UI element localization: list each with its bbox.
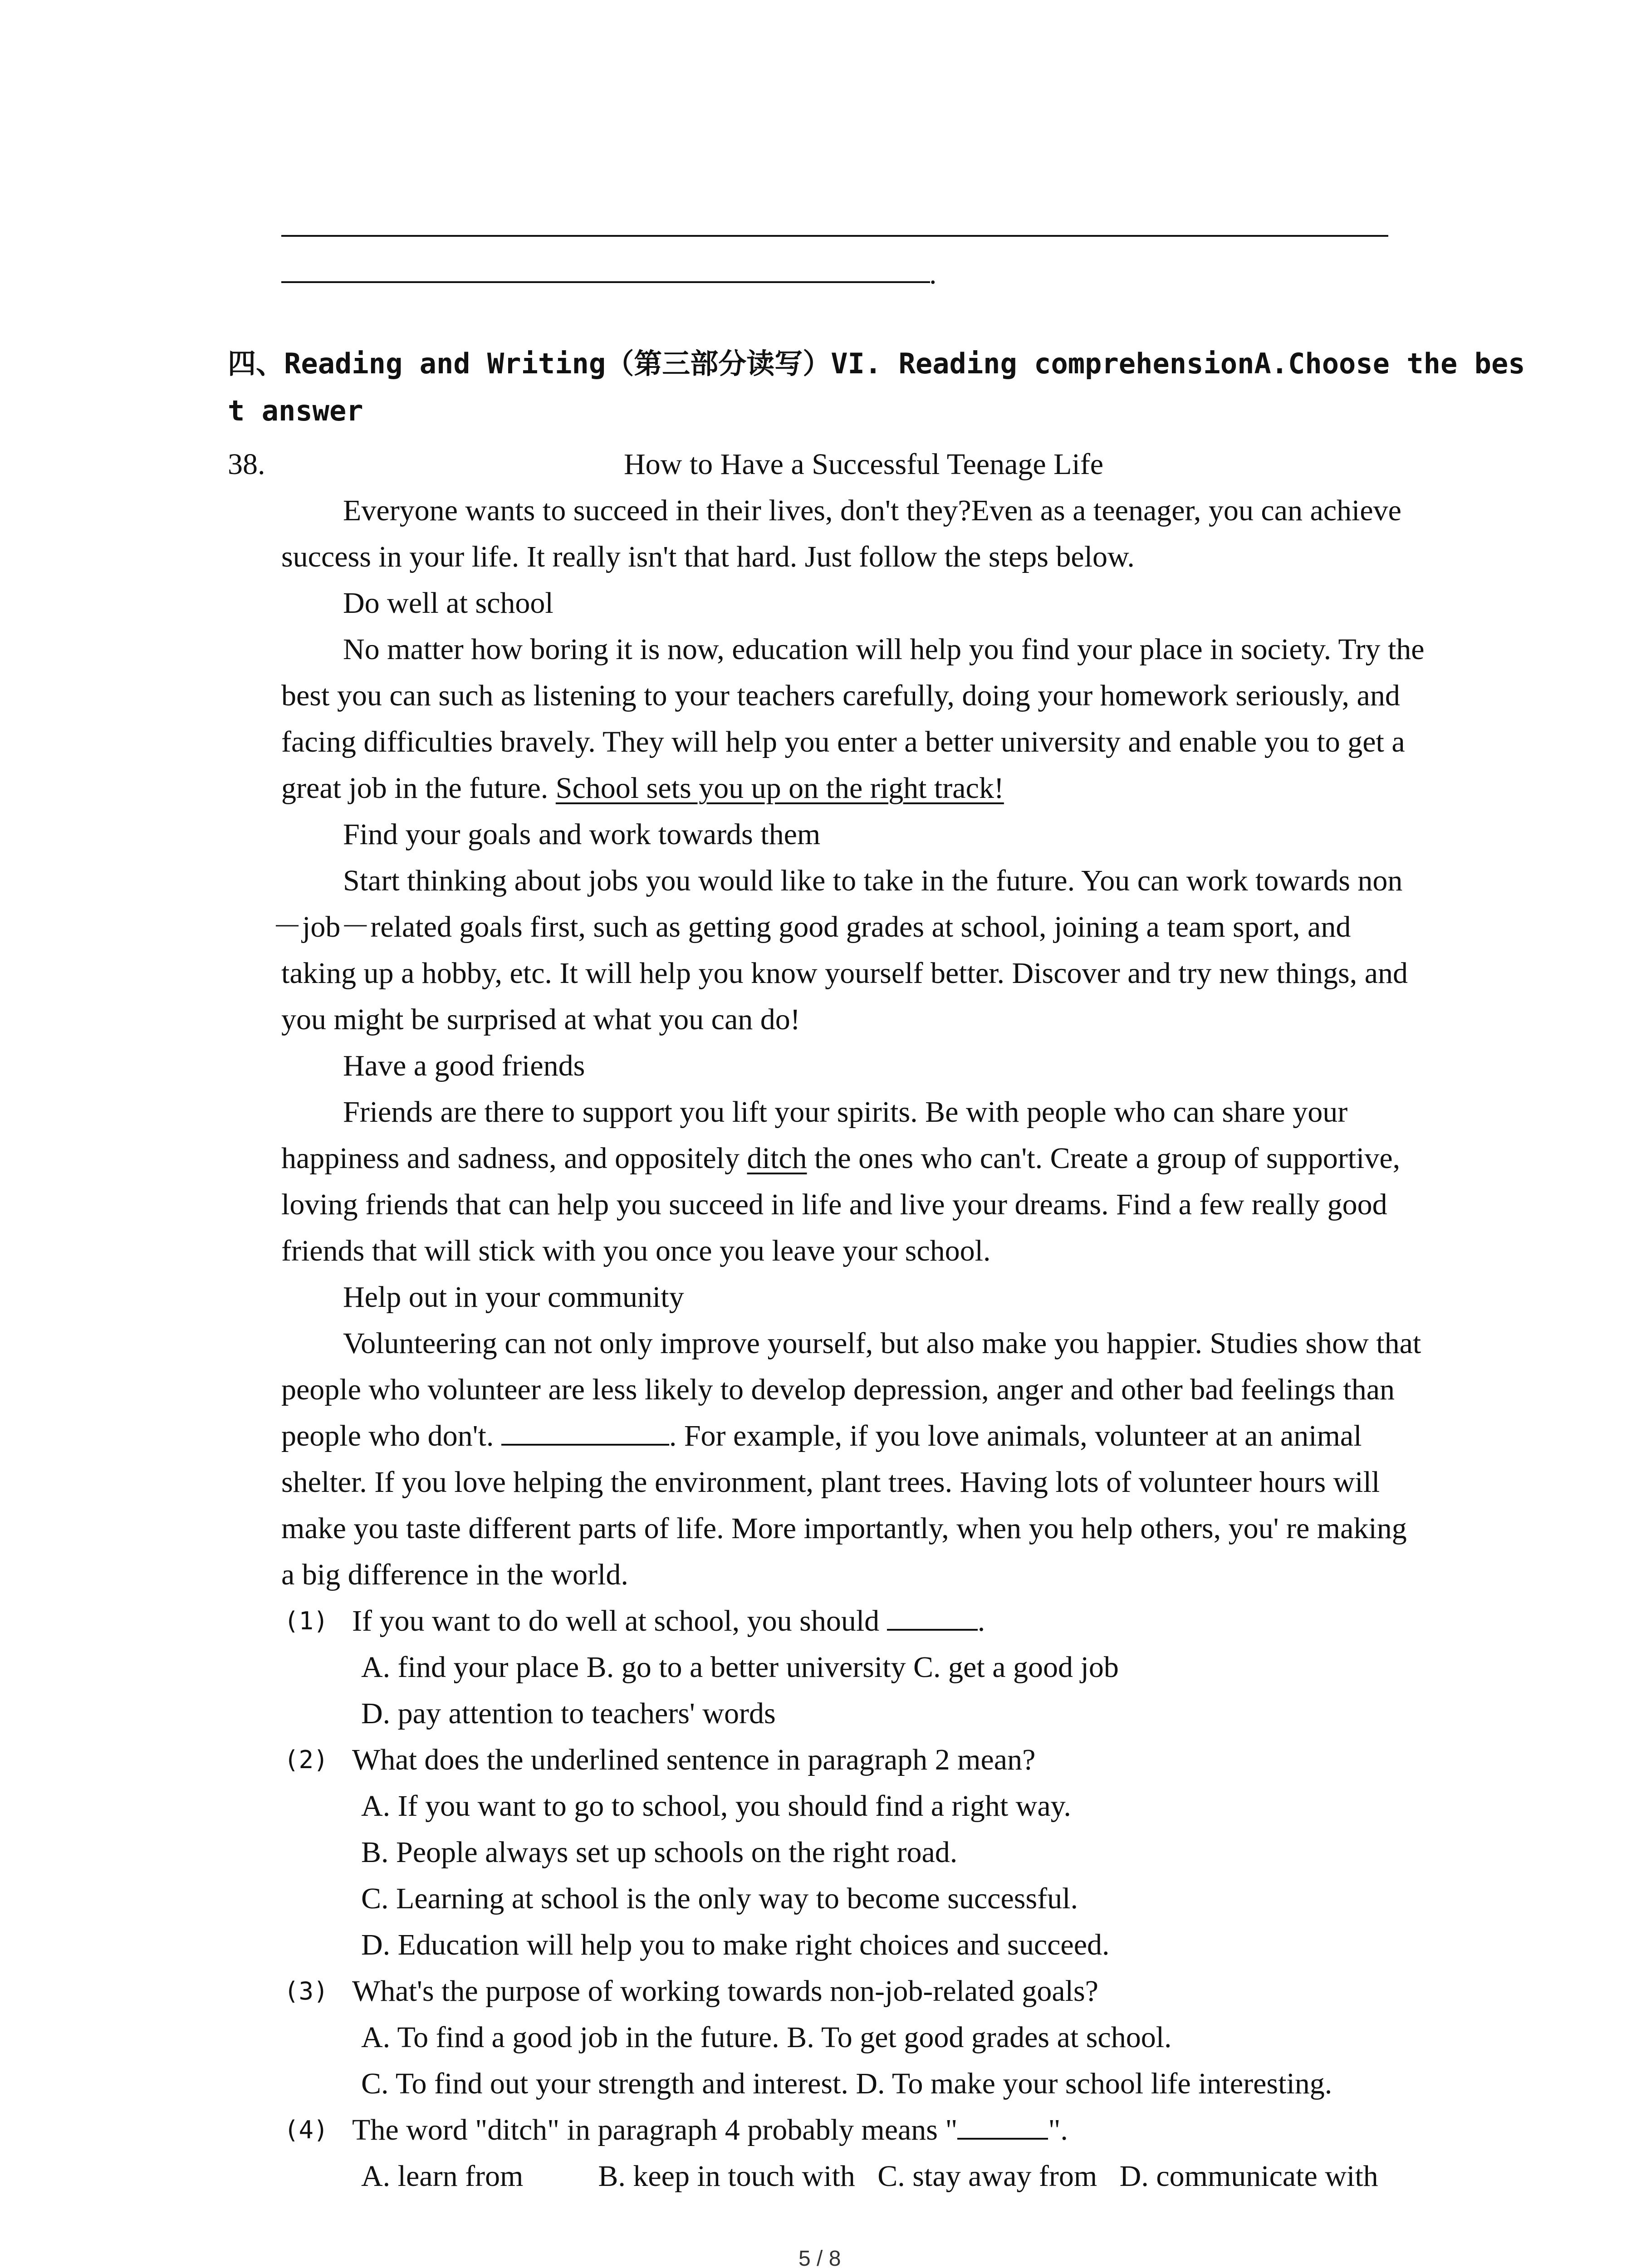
paragraph-4-line-3: [281, 1413, 1362, 1459]
answer-line-end-mark: .: [929, 257, 937, 290]
sub-question-4-stem-text: The word "ditch" in paragraph 4 probably means ": [352, 2113, 958, 2146]
sub-question-3-options-line-2[interactable]: C. To find out your strength and interest. D. To make your school life interesting.: [361, 2067, 1332, 2100]
paragraph-4-line-1: Volunteering can not only improve yourself, but also make you happier. Studies show that: [343, 1327, 1421, 1360]
sub-question-1-number: (1): [284, 1607, 328, 1635]
underlined-word-ditch: ditch: [747, 1142, 807, 1175]
intro-line-1: Everyone wants to succeed in their lives, don't they?Even as a teenager, you can achieve: [343, 494, 1401, 527]
answer-line-1: [281, 235, 1388, 237]
paragraph-4-line-3-pre: people who don't.: [281, 1419, 501, 1452]
sub-question-3-options-line-1[interactable]: A. To find a good job in the future. B. To get good grades at school.: [361, 2021, 1172, 2054]
intro-line-2: success in your life. It really isn't that hard. Just follow the steps below.: [281, 540, 1135, 573]
passage-title: How to Have a Successful Teenage Life: [624, 448, 1104, 481]
fill-in-blank[interactable]: [501, 1418, 669, 1446]
sub-question-2-option-a[interactable]: A. If you want to go to school, you should find a right way.: [361, 1789, 1071, 1823]
paragraph-4-line-6: a big difference in the world.: [281, 1558, 628, 1591]
sub-question-2-option-b[interactable]: B. People always set up schools on the right road.: [361, 1836, 958, 1869]
sub-question-1-blank[interactable]: [887, 1603, 978, 1631]
paragraph-3-line-4: friends that will stick with you once you leave your school.: [281, 1234, 991, 1267]
sub-question-3-number: (3): [284, 1977, 328, 2005]
paragraph-3-line-3: loving friends that can help you succeed in life and live your dreams. Find a few really good: [281, 1188, 1387, 1221]
paragraph-1-line-4-text: great job in the future.: [281, 772, 556, 805]
sub-question-2-option-d[interactable]: D. Education will help you to make right choices and succeed.: [361, 1928, 1110, 1961]
sub-question-2-option-c[interactable]: C. Learning at school is the only way to become successful.: [361, 1882, 1078, 1915]
sub-question-1-stem-end: .: [977, 1604, 985, 1637]
heading-find-your-goals: Find your goals and work towards them: [343, 818, 821, 851]
paragraph-4-line-3-post: . For example, if you love animals, volunteer at an animal: [669, 1419, 1362, 1452]
paragraph-4-line-5: make you taste different parts of life. More importantly, when you help others, you' re making: [281, 1512, 1407, 1545]
paragraph-3-line-2-pre: happiness and sadness, and oppositely: [281, 1142, 747, 1175]
paragraph-1-line-1: No matter how boring it is now, education will help you find your place in society. Try the: [343, 633, 1425, 666]
page-number: 5 / 8: [798, 2247, 841, 2268]
sub-question-3-stem: What's the purpose of working towards non-job-related goals?: [352, 1975, 1098, 2008]
paragraph-2-line-3: taking up a hobby, etc. It will help you know yourself better. Discover and try new things, and: [281, 957, 1408, 990]
paragraph-3-line-1: Friends are there to support you lift your spirits. Be with people who can share your: [343, 1095, 1348, 1129]
heading-good-friends: Have a good friends: [343, 1049, 585, 1082]
sub-question-2-stem: What does the underlined sentence in paragraph 2 mean?: [352, 1743, 1036, 1776]
section-title-line-2: t answer: [228, 394, 363, 427]
paragraph-4-line-4: shelter. If you love helping the environment, plant trees. Having lots of volunteer hours will: [281, 1466, 1380, 1499]
heading-do-well-at-school: Do well at school: [343, 587, 554, 620]
paragraph-4-line-2: people who volunteer are less likely to develop depression, anger and other bad feelings than: [281, 1373, 1395, 1406]
paragraph-3-line-2: [281, 1136, 1400, 1181]
answer-line-2: [281, 281, 930, 283]
paragraph-1-line-2: best you can such as listening to your teachers carefully, doing your homework seriously, and: [281, 679, 1400, 712]
sub-question-4-stem-end: ".: [1048, 2113, 1068, 2146]
paragraph-1-line-4: [281, 766, 1004, 811]
heading-help-community: Help out in your community: [343, 1281, 684, 1314]
sub-question-4-stem: [352, 2107, 1068, 2153]
paragraph-2-line-4: you might be surprised at what you can do!: [281, 1003, 800, 1036]
section-title-line-1: 四、Reading and Writing（第三部分读写）VI. Reading comprehensionA.Choose the bes: [228, 347, 1525, 380]
paragraph-2-line-2: －job－related goals first, such as getting good grades at school, joining a team sport, and: [272, 910, 1351, 943]
paragraph-3-line-2-post: the ones who can't. Create a group of supportive,: [807, 1142, 1401, 1175]
sub-question-4-options-line-1[interactable]: A. learn from B. keep in touch with C. stay away from D. communicate with: [361, 2160, 1378, 2193]
sub-question-4-blank[interactable]: [957, 2112, 1048, 2140]
paragraph-2-line-1: Start thinking about jobs you would like to take in the future. You can work towards non: [343, 864, 1403, 897]
sub-question-1-stem-text: If you want to do well at school, you should: [352, 1604, 887, 1637]
paragraph-1-line-3: facing difficulties bravely. They will help you enter a better university and enable you to get a: [281, 725, 1405, 758]
sub-question-2-number: (2): [284, 1745, 328, 1774]
sub-question-1-options-line-2[interactable]: D. pay attention to teachers' words: [361, 1697, 776, 1730]
underlined-sentence: School sets you up on the right track!: [555, 772, 1004, 805]
question-number: 38.: [228, 448, 265, 481]
sub-question-1-options-line-1[interactable]: A. find your place B. go to a better university C. get a good job: [361, 1651, 1119, 1684]
sub-question-1-stem: [352, 1598, 985, 1644]
sub-question-4-number: (4): [284, 2116, 328, 2144]
